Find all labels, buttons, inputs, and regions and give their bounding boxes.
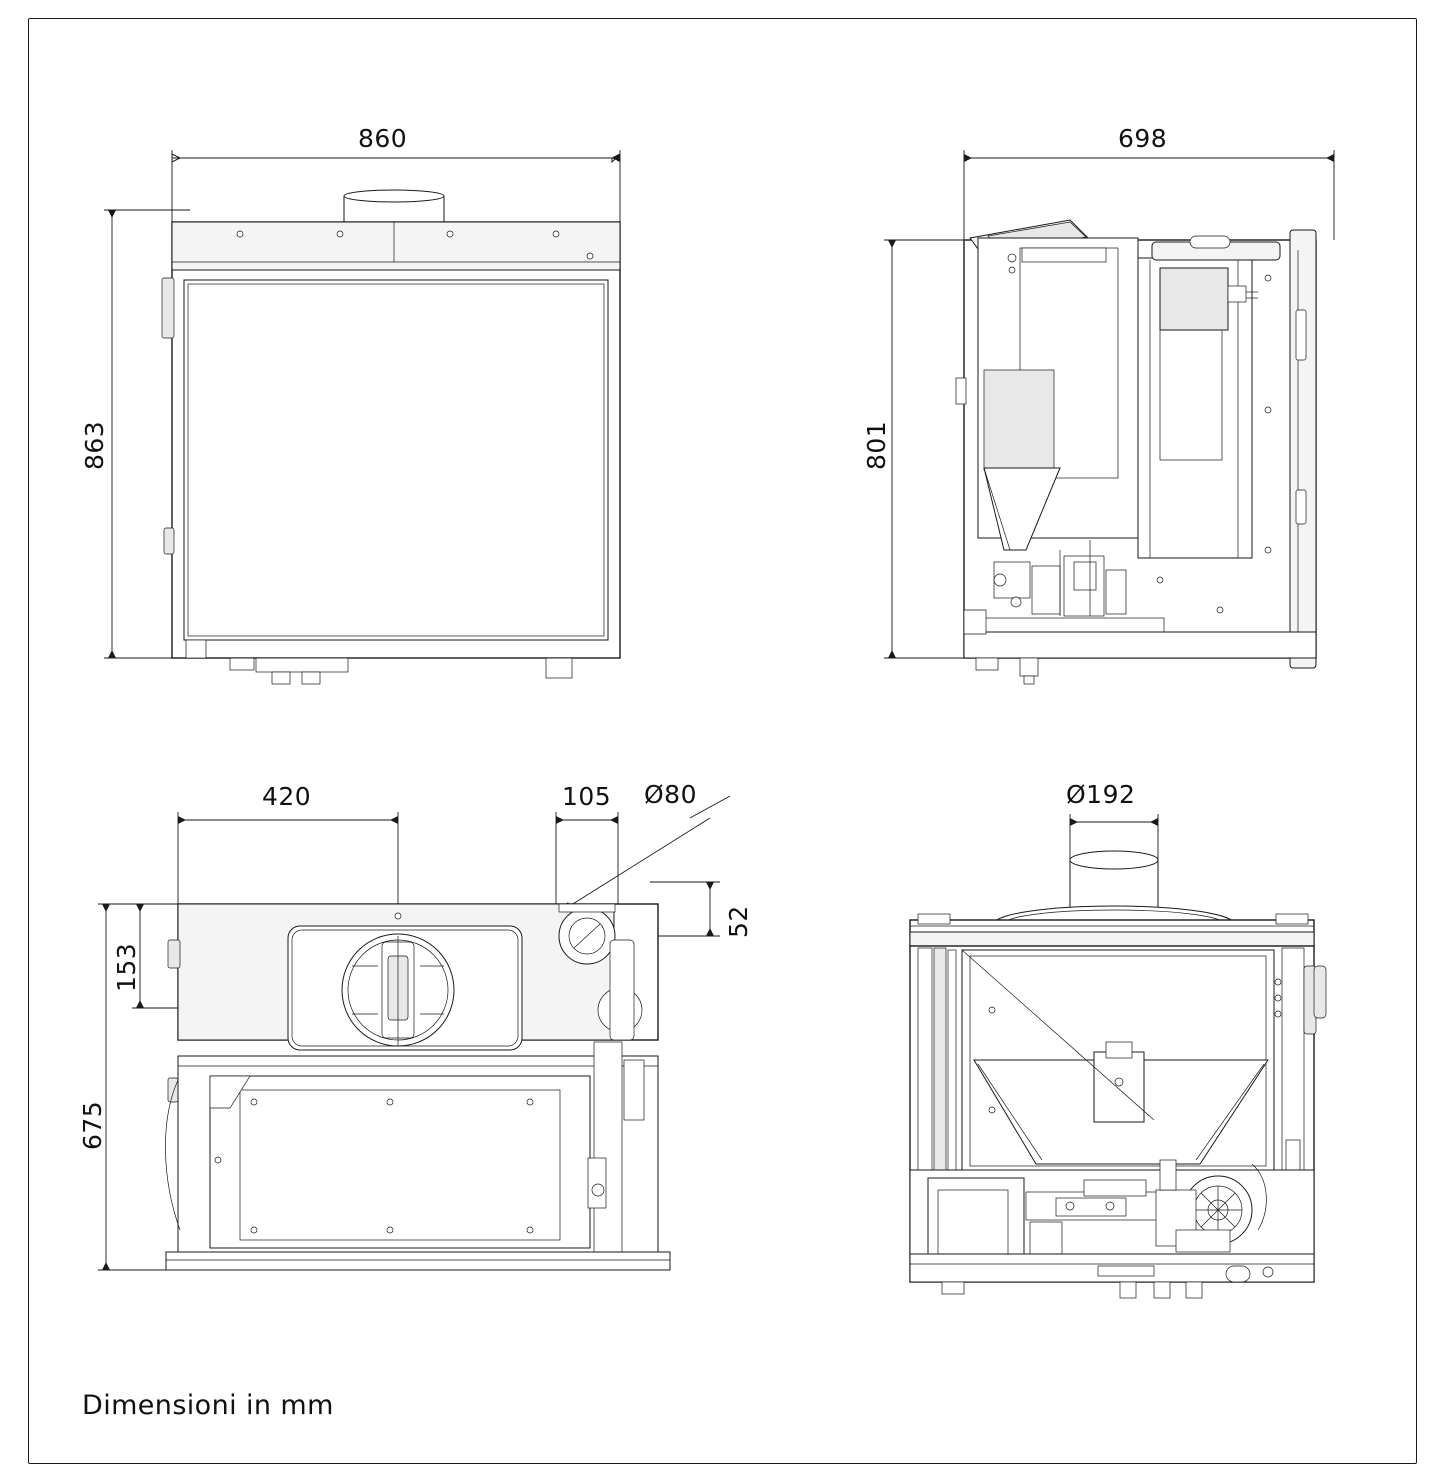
dim-698-line [964,150,1334,240]
side-view-right [860,110,1360,690]
dim-label-675: 675 [78,1100,107,1150]
dim-label-698: 698 [1118,124,1168,153]
section-view [870,760,1370,1320]
front-view [80,110,670,690]
dim-label-d192: Ø192 [1066,780,1136,809]
dim-label-153: 153 [112,942,141,992]
dim-label-d80: Ø80 [644,780,697,809]
dim-label-863: 863 [80,420,109,470]
dim-label-860: 860 [358,124,408,153]
dim-label-420: 420 [262,782,312,811]
dim-label-52: 52 [724,905,753,938]
dim-52-line [650,882,720,936]
top-view [78,760,780,1320]
dim-label-801: 801 [862,420,891,470]
units-caption: Dimensioni in mm [82,1390,334,1421]
dim-label-105: 105 [562,782,612,811]
dim-d80-leader [560,796,730,912]
dim-801-line [884,240,972,658]
